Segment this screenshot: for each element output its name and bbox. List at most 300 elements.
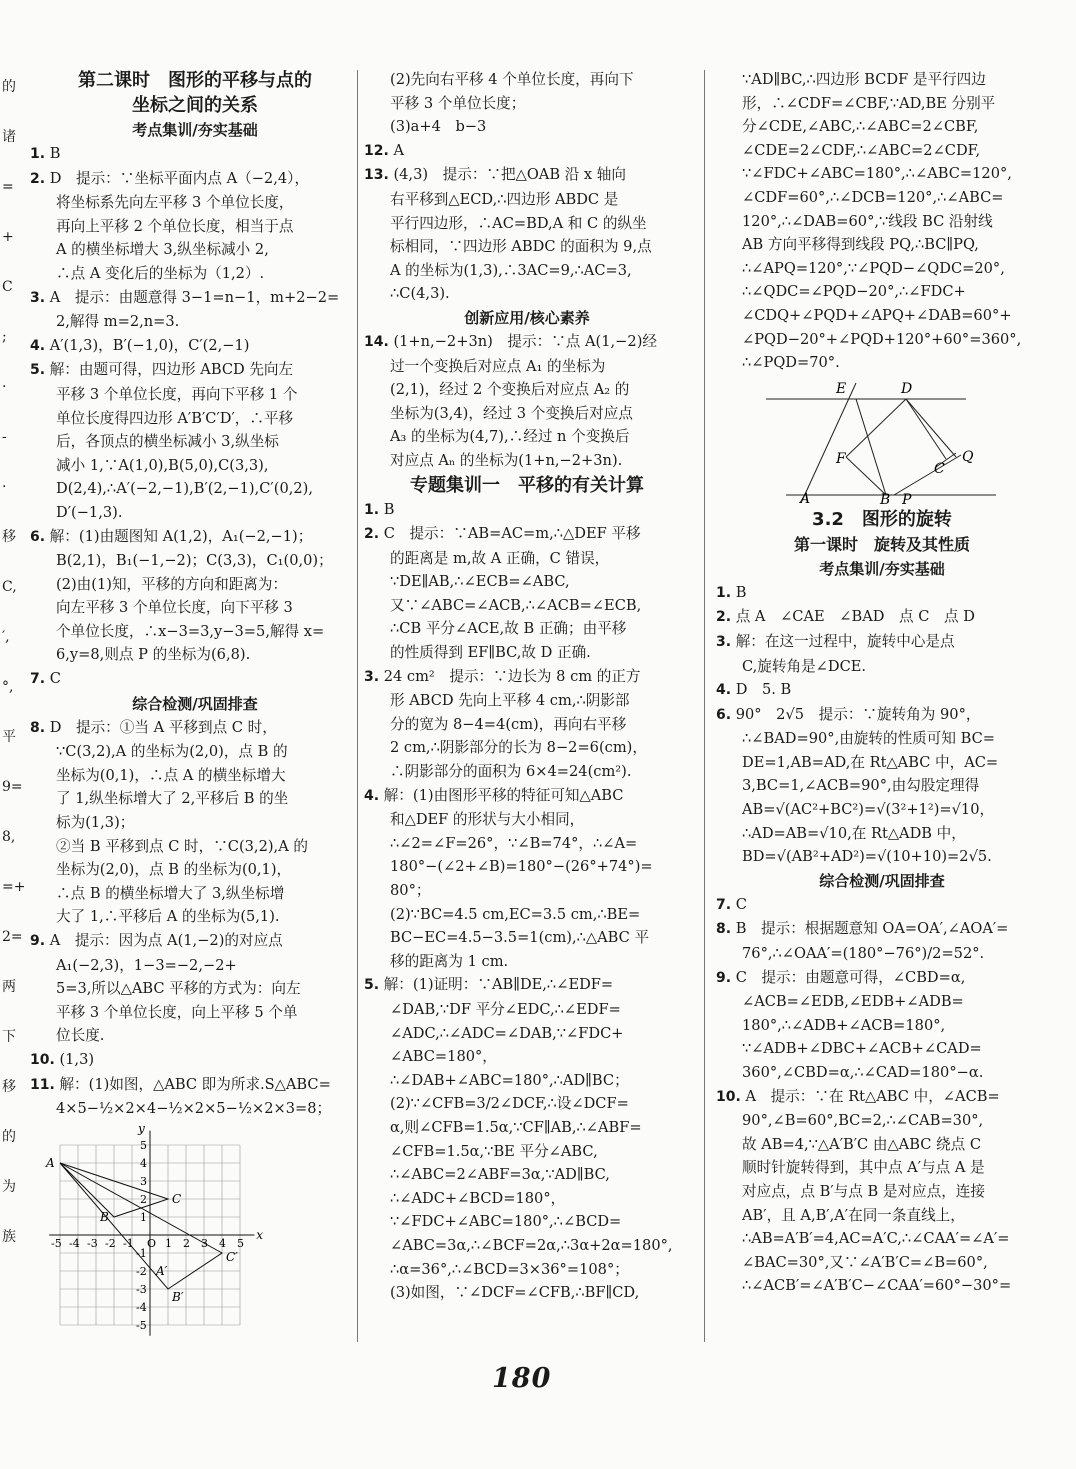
answer-text: 的性质得到 EF∥BC,故 D 正确. <box>390 644 591 662</box>
answer-text: 向左平移 3 个单位长度，向下平移 3 <box>56 599 293 617</box>
answer-line <box>30 858 360 882</box>
answer-line <box>30 525 360 550</box>
answer-text: 平移 3 个单位长度，再向下平移 1 个 <box>56 385 298 403</box>
answer-text: B <box>383 500 395 518</box>
question-number: 8. <box>716 921 732 938</box>
x-tick-label: 5 <box>237 1236 244 1250</box>
answer-line <box>364 879 690 903</box>
answer-text: ∠ACB=∠EDB,∠EDB+∠ADB= <box>742 993 964 1011</box>
answer-text: 24 cm² 提示：∵边长为 8 cm 的正方 <box>383 667 641 685</box>
answer-line <box>716 1156 1048 1180</box>
answer-line <box>30 1001 360 1025</box>
answer-line <box>30 764 360 788</box>
answer-text: 90° 2√5 提示：∵旋转角为 90°， <box>735 705 981 723</box>
question-number: 12. <box>364 142 389 159</box>
figure-label: A <box>800 490 811 505</box>
question-number: 4. <box>716 682 732 699</box>
question-number: 13. <box>364 167 389 184</box>
answer-line <box>30 334 360 359</box>
edge-text: C, <box>2 579 17 595</box>
answer-text: (1,3) <box>59 1050 95 1068</box>
answer-line <box>364 355 690 379</box>
coordinate-grid-figure <box>30 1123 270 1338</box>
answer-line <box>30 286 360 311</box>
column-2 <box>364 68 690 1305</box>
answer-text: ∵∠ADB+∠DBC+∠ACB+∠CAD= <box>742 1040 982 1058</box>
answer-line <box>30 954 360 978</box>
answer-text: 形，∴∠CDF=∠CBF,∵AD,BE 分别平 <box>742 94 996 112</box>
answer-text: 将坐标系先向左平移 3 个单位长度， <box>56 194 294 212</box>
answer-list <box>30 716 360 1121</box>
answer-text: 形 ABCD 先向上平移 4 cm,∴阴影部 <box>390 692 630 710</box>
answer-line <box>364 1258 690 1282</box>
question-number: 3. <box>30 289 46 306</box>
question-number: 7. <box>30 671 46 688</box>
answer-text: 位长度. <box>56 1027 105 1045</box>
answer-text: (2)先向右平移 4 个单位长度，再向下 <box>390 71 634 88</box>
topic-title: 专题集训一 平移的有关计算 <box>410 474 644 496</box>
answer-text: 解：(1)证明：∵AB∥DE,∴∠EDF= <box>383 976 614 994</box>
answer-text: (2)∵BC=4.5 cm,EC=3.5 cm,∴BE= <box>390 905 641 923</box>
answer-text: ∴阴影部分的面积为 6×4=24(cm²). <box>390 763 632 781</box>
answer-text: C 提示：由题意可得，∠CBD=α, <box>735 968 966 986</box>
answer-line <box>716 774 1048 798</box>
answer-line <box>364 903 690 927</box>
answer-text: ∠PQD−20°+∠PQD+120°+60°=360°, <box>742 330 1022 348</box>
section-heading: 综合检测/巩固排查 <box>819 871 945 890</box>
answer-line <box>364 855 690 879</box>
answer-text: ∴∠QDC=∠PQD−20°,∴∠FDC+ <box>742 283 966 301</box>
answer-text: BC−EC=4.5−3.5=1(cm),∴△ABC 平 <box>390 929 650 947</box>
answer-line <box>364 1281 690 1305</box>
parallel-lines-figure <box>756 377 1006 505</box>
answer-line <box>30 573 360 597</box>
answer-text: A 提示：因为点 A(1,−2)的对应点 <box>49 932 283 949</box>
answer-line <box>716 1109 1048 1133</box>
edge-text: °, <box>2 679 14 695</box>
answer-line <box>716 893 1048 918</box>
figure-label: F <box>836 450 846 467</box>
answer-line <box>364 163 690 188</box>
answer-line <box>364 760 690 784</box>
answer-line <box>364 1187 690 1211</box>
answer-text: ∠BAC=30°,又∵∠A′B′C=∠B=60°, <box>742 1253 988 1271</box>
y-tick-label: -2 <box>136 1264 147 1278</box>
question-number: 7. <box>716 896 732 913</box>
answer-line <box>716 822 1048 846</box>
answer-line <box>716 351 1048 375</box>
x-tick-label: 3 <box>201 1236 208 1250</box>
answer-text: 120°,∴∠DAB=60°,∵线段 BC 沿射线 <box>742 212 993 230</box>
question-number: 6. <box>716 706 732 723</box>
figure-label: Q <box>962 448 974 465</box>
answer-line <box>30 787 360 811</box>
answer-text: 对应点 Aₙ 的坐标为(1+n,−2+3n). <box>390 451 623 469</box>
answer-line <box>30 407 360 431</box>
answer-text: 坐标为(0,1)，∴点 A 的横坐标增大 <box>56 766 286 784</box>
question-number: 4. <box>30 337 46 354</box>
answer-line <box>716 1037 1048 1061</box>
answer-text: 平移 3 个单位长度； <box>390 94 526 112</box>
edge-text: · <box>2 479 7 495</box>
edge-text: 诸 <box>2 129 16 145</box>
answer-line <box>716 917 1048 942</box>
left-page-edge <box>0 60 26 1320</box>
answer-line <box>716 1274 1048 1298</box>
answer-line <box>30 167 360 192</box>
answer-line <box>716 186 1048 210</box>
answer-text: A <box>393 141 404 159</box>
answer-line <box>716 162 1048 186</box>
answer-text: ∠ABC=3α,∴∠BCF=2α,∴3α+2α=180°, <box>390 1236 673 1254</box>
column-divider <box>704 70 705 1342</box>
answer-text: 标相同，∵四边形 ABDC 的面积为 9,点 <box>390 238 652 256</box>
answer-line <box>364 1163 690 1187</box>
answer-list <box>364 498 690 1305</box>
answer-text: 再向上平移 2 个单位长度，相当于点 <box>56 217 294 235</box>
answer-text: 平行四边形，∴AC=BD,A 和 C 的纵坐 <box>390 214 647 232</box>
answer-text: (3)如图，∵∠DCF=∠CFB,∴BF∥CD, <box>390 1284 640 1302</box>
answer-line <box>30 549 360 573</box>
answer-line <box>716 630 1048 655</box>
point-label: C′ <box>226 1249 238 1264</box>
answer-text: B <box>49 145 61 162</box>
y-tick-label: 5 <box>140 1138 147 1152</box>
y-tick-label: 4 <box>140 1156 147 1170</box>
answer-text: ∵∠FDC+∠ABC=180°,∴∠ABC=120°, <box>742 165 1012 183</box>
question-number: 5. <box>364 977 380 994</box>
answer-line <box>716 328 1048 352</box>
answer-text: DE=1,AB=AD,在 Rt△ABC 中，AC= <box>742 753 999 771</box>
answer-line <box>30 835 360 859</box>
question-number: 3. <box>364 668 380 685</box>
answer-line <box>716 68 1048 92</box>
answer-text: 分的宽为 8−4=4(cm)，再向右平移 <box>390 715 627 733</box>
answer-line <box>364 641 690 665</box>
answer-text: 解：(1)由题图知 A(1,2)，A₁(−2,−1)； <box>49 527 313 545</box>
answer-list <box>30 142 360 692</box>
answer-list <box>364 330 690 473</box>
question-number: 1. <box>364 501 380 518</box>
answer-text: ∴α=36°,∴∠BCD=3×36°=108°； <box>390 1260 629 1278</box>
edge-text: 下 <box>2 1029 16 1045</box>
edge-text: - <box>2 429 7 445</box>
answer-text: (4,3) 提示：∵把△OAB 沿 x 轴向 <box>393 166 626 184</box>
x-tick-label: -1 <box>123 1236 134 1250</box>
answer-line <box>716 1133 1048 1157</box>
answer-line <box>364 547 690 571</box>
answer-text: D 提示：∵坐标平面内点 A（−2,4）， <box>49 169 310 187</box>
x-tick-label: -5 <box>51 1236 62 1250</box>
answer-line <box>30 740 360 764</box>
answer-line <box>30 430 360 454</box>
answer-list <box>364 68 690 306</box>
answer-text: (2,1)，经过 2 个变换后对应点 A₂ 的 <box>390 381 630 399</box>
answer-line <box>716 257 1048 281</box>
edge-text: 的 <box>2 1129 16 1145</box>
y-tick-label: 1 <box>140 1210 147 1224</box>
answer-line <box>30 262 360 286</box>
answer-line <box>364 139 690 164</box>
question-number: 2. <box>716 609 732 626</box>
answer-text: B <box>735 583 747 601</box>
answer-text: ∠DAB,∵DF 平分∠EDC,∴∠EDF= <box>390 1000 621 1018</box>
answer-text: 6,y=8,则点 P 的坐标为(6,8). <box>56 646 251 664</box>
answer-line <box>716 304 1048 328</box>
answer-line <box>716 139 1048 163</box>
answer-list <box>716 68 1048 375</box>
answer-text: ∴AD=AB=√10,在 Rt△ADB 中， <box>742 824 966 842</box>
edge-text: ; <box>2 329 7 345</box>
x-tick-label: 1 <box>165 1236 172 1250</box>
question-number: 6. <box>30 528 46 545</box>
edge-text: 族 <box>2 1229 16 1245</box>
answer-line <box>364 1092 690 1116</box>
answer-text: ∴AB=A′B′=4,AC=A′C,∴∠CAA′=∠A′= <box>742 1230 1010 1248</box>
answer-text: 坐标为(2,0)，点 B 的坐标为(0,1)， <box>56 861 292 879</box>
answer-text: ∠ADC,∴∠ADC=∠DAB,∵∠FDC+ <box>390 1024 624 1042</box>
answer-line <box>30 310 360 334</box>
answer-line <box>30 238 360 262</box>
answer-text: 360°,∠CBD=α,∴∠CAD=180°−α. <box>742 1064 984 1081</box>
answer-text: 4×5−½×2×4−½×2×5−½×2×3=8； <box>56 1100 332 1118</box>
answer-line <box>30 477 360 501</box>
point-label: B <box>100 1209 109 1224</box>
answer-text: C 提示：∵AB=AC=m,∴△DEF 平移 <box>383 525 641 543</box>
answer-line <box>364 784 690 809</box>
answer-line <box>364 736 690 760</box>
answer-text: 解：(1)如图，△ABC 即为所求.S△ABC= <box>59 1075 331 1093</box>
answer-text: D 提示：①当 A 平移到点 C 时， <box>49 718 277 736</box>
answer-line <box>364 259 690 283</box>
answer-line <box>364 832 690 856</box>
answer-line <box>716 703 1048 728</box>
answer-text: 和△DEF 的形状与大小相同， <box>390 811 585 829</box>
answer-text: 后，各顶点的横坐标减小 3,纵坐标 <box>56 433 279 451</box>
answer-text: α,则∠CFB=1.5α,∵CF∥AB,∴∠ABF= <box>390 1118 642 1136</box>
answer-text: ∴C(4,3). <box>390 285 450 303</box>
answer-line <box>716 942 1048 966</box>
answer-line <box>364 235 690 259</box>
answer-text: ∴点 B 的横坐标增大了 3,纵坐标增 <box>56 884 285 902</box>
answer-text: ∵C(3,2),A 的坐标为(2,0)，点 B 的 <box>56 743 288 761</box>
answer-text: ∴∠2=∠F=26°，∵∠B=74°，∴∠A= <box>390 834 638 852</box>
answer-text: 5=3,所以△ABC 平移的方式为：向左 <box>56 980 301 998</box>
answer-line <box>364 330 690 355</box>
answer-line <box>30 1024 360 1048</box>
answer-line <box>364 1116 690 1140</box>
answer-line <box>30 811 360 835</box>
question-number: 3. <box>716 633 732 650</box>
answer-line <box>364 378 690 402</box>
answer-line <box>364 998 690 1022</box>
question-number: 10. <box>716 1088 741 1105</box>
answer-line <box>364 1069 690 1093</box>
answer-text: (3)a+4 b−3 <box>390 118 487 136</box>
answer-line <box>364 926 690 950</box>
question-number: 1. <box>30 146 46 162</box>
answer-line <box>716 751 1048 775</box>
lesson-title: 第一课时 旋转及其性质 <box>793 534 970 554</box>
answer-text: 80°； <box>390 882 431 899</box>
answer-text: A 的坐标为(1,3),∴3AC=9,∴AC=3, <box>390 261 632 279</box>
axis-label: x <box>256 1227 263 1242</box>
answer-line <box>364 402 690 426</box>
answer-line <box>364 1140 690 1164</box>
answer-text: 180°−(∠2+∠B)=180°−(26°+74°)= <box>390 858 653 876</box>
answer-line <box>716 1085 1048 1110</box>
answer-line <box>30 620 360 644</box>
section-heading: 综合检测/巩固排查 <box>132 694 258 713</box>
answer-text: 90°,∠B=60°,BC=2,∴∠CAB=30°, <box>742 1112 984 1130</box>
answer-text: 180°,∴∠ADB+∠ACB=180°, <box>742 1016 946 1034</box>
answer-text: A 的横坐标增大 3,纵坐标减小 2, <box>56 241 269 259</box>
x-tick-label: 2 <box>183 1236 190 1250</box>
answer-text: 的距离是 m,故 A 正确，C 错误， <box>390 549 610 567</box>
answer-line <box>30 454 360 478</box>
answer-line <box>716 92 1048 116</box>
answer-text: 又∵∠ABC=∠ACB,∴∠ACB=∠ECB, <box>390 596 642 614</box>
answer-line <box>716 727 1048 751</box>
answer-line <box>30 142 360 167</box>
edge-text: = <box>2 179 14 195</box>
answer-text: 平移 3 个单位长度，向上平移 5 个单 <box>56 1003 298 1021</box>
answer-line <box>716 1061 1048 1085</box>
edge-text: 2= <box>2 929 23 945</box>
answer-text: 76°,∴∠OAA′=(180°−76°)/2=52°. <box>742 945 985 963</box>
answer-text: ∠ABC=180°， <box>390 1048 497 1066</box>
section-heading: 考点集训/夯实基础 <box>132 121 258 139</box>
answer-text: 顺时针旋转得到，其中点 A′与点 A 是 <box>742 1159 985 1177</box>
answer-line <box>716 1227 1048 1251</box>
answer-line <box>30 383 360 407</box>
edge-text: 为 <box>2 1179 16 1195</box>
edge-text: 的 <box>2 79 16 95</box>
edge-text: ′, <box>2 629 10 645</box>
edge-text: · <box>2 379 7 395</box>
answer-line <box>364 665 690 690</box>
answer-line <box>716 581 1048 606</box>
answer-line <box>716 990 1048 1014</box>
answer-line <box>364 425 690 449</box>
answer-list <box>716 893 1048 1298</box>
answer-text: ∴∠APQ=120°,∵∠PQD−∠QDC=20°, <box>742 259 1005 277</box>
answer-line <box>364 498 690 523</box>
chapter-title: 3.2 图形的旋转 <box>812 508 952 530</box>
axis-label: y <box>138 1122 145 1136</box>
edge-text: 平 <box>2 729 16 745</box>
answer-text: ∵DE∥AB,∴∠ECB=∠ABC, <box>390 573 570 591</box>
y-tick-label: 2 <box>140 1192 147 1206</box>
answer-text: ∴∠ADC+∠BCD=180°， <box>390 1189 566 1207</box>
answer-text: C,旋转角是∠DCE. <box>742 657 867 675</box>
answer-text: 解：在这一过程中，旋转中心是点 <box>735 632 955 650</box>
answer-text: (2)∵∠CFB=3/2∠DCF,∴设∠DCF= <box>390 1095 629 1113</box>
edge-text: + <box>2 229 14 245</box>
point-label: A′ <box>156 1263 168 1278</box>
answer-line <box>364 282 690 306</box>
answer-text: 大了 1,∴平移后 A 的坐标为(5,1). <box>56 908 280 926</box>
answer-text: AB=√(AC²+BC²)=√(3²+1²)=√10， <box>742 801 995 819</box>
answer-text: B(2,1)，B₁(−1,−2)；C(3,3)，C₁(0,0)； <box>56 552 333 570</box>
answer-line <box>30 501 360 525</box>
answer-line <box>30 1097 360 1121</box>
answer-line <box>30 977 360 1001</box>
answer-line <box>364 212 690 236</box>
answer-text: A′(1,3)，B′(−1,0)，C′(2,−1) <box>49 336 250 354</box>
answer-text: ∴∠DAB+∠ABC=180°,∴AD∥BC； <box>390 1071 629 1089</box>
answer-line <box>716 1014 1048 1038</box>
answer-line <box>364 973 690 998</box>
point-label: B′ <box>172 1289 184 1304</box>
answer-line <box>364 92 690 116</box>
question-number: 1. <box>716 584 732 601</box>
edge-text: 8, <box>2 829 16 845</box>
answer-line <box>30 191 360 215</box>
column-3 <box>716 68 1048 1298</box>
answer-line <box>364 689 690 713</box>
point-label: A <box>46 1155 55 1170</box>
x-tick-label: 4 <box>219 1236 226 1250</box>
question-number: 14. <box>364 333 389 350</box>
answer-text: 减小 1,∵A(1,0),B(5,0),C(3,3), <box>56 456 269 474</box>
question-number: 2. <box>364 526 380 543</box>
section-heading: 创新应用/核心素养 <box>464 308 590 327</box>
answer-text: 解：由题可得，四边形 ABCD 先向左 <box>49 361 294 379</box>
answer-text: D(2,4),∴A′(−2,−1),B′(2,−1),C′(0,2), <box>56 480 313 498</box>
answer-text: ∵∠FDC+∠ABC=180°,∴∠BCD= <box>390 1213 622 1231</box>
answer-line <box>30 1073 360 1098</box>
answer-text: A 提示：由题意得 3−1=n−1，m+2−2= <box>49 288 340 306</box>
answer-line <box>716 678 1048 703</box>
answer-line <box>30 667 360 692</box>
answer-line <box>364 522 690 547</box>
point-label: C <box>172 1191 182 1206</box>
answer-text: D′(−1,3). <box>56 503 123 521</box>
question-number: 4. <box>364 787 380 804</box>
answer-text: A₁(−2,3)，1−3=−2,−2+ <box>56 956 237 974</box>
answer-line <box>364 1234 690 1258</box>
column-1 <box>30 68 360 1340</box>
question-number: 8. <box>30 719 46 736</box>
figure-label: E <box>836 380 847 397</box>
answer-text: BD=√(AB²+AD²)=√(10+10)=2√5. <box>742 848 992 866</box>
answer-line <box>30 905 360 929</box>
figure-label: D <box>901 380 913 397</box>
answer-text: 2,解得 m=2,n=3. <box>56 313 180 331</box>
edge-text: =+ <box>2 879 26 895</box>
y-tick-label: 3 <box>140 1174 147 1188</box>
answer-text: (2)由(1)知，平移的方向和距离为： <box>56 575 288 593</box>
figure-label: B <box>880 491 891 505</box>
answer-line <box>364 808 690 832</box>
answer-text: ∴点 A 变化后的坐标为（1,2）. <box>56 264 265 282</box>
answer-text: A 提示：∵在 Rt△ABC 中，∠ACB= <box>745 1087 1000 1105</box>
answer-text: 过一个变换后对应点 A₁ 的坐标为 <box>390 357 606 375</box>
answer-list <box>716 581 1048 869</box>
answer-text: ∠CDQ+∠PQD+∠APQ+∠DAB=60°+ <box>742 306 1012 324</box>
answer-line <box>364 68 690 92</box>
answer-text: 移的距离为 1 cm. <box>390 952 509 970</box>
answer-text: ∴∠ACB′=∠A′B′C−∠CAA′=60°−30°= <box>742 1277 1012 1295</box>
answer-line <box>716 1251 1048 1275</box>
x-tick-label: -4 <box>69 1236 80 1250</box>
answer-line <box>30 215 360 239</box>
answer-text: ∠CFB=1.5α,∵BE 平分∠ABC, <box>390 1142 598 1160</box>
answer-line <box>364 1045 690 1069</box>
question-number: 11. <box>30 1076 55 1093</box>
question-number: 2. <box>30 170 46 187</box>
